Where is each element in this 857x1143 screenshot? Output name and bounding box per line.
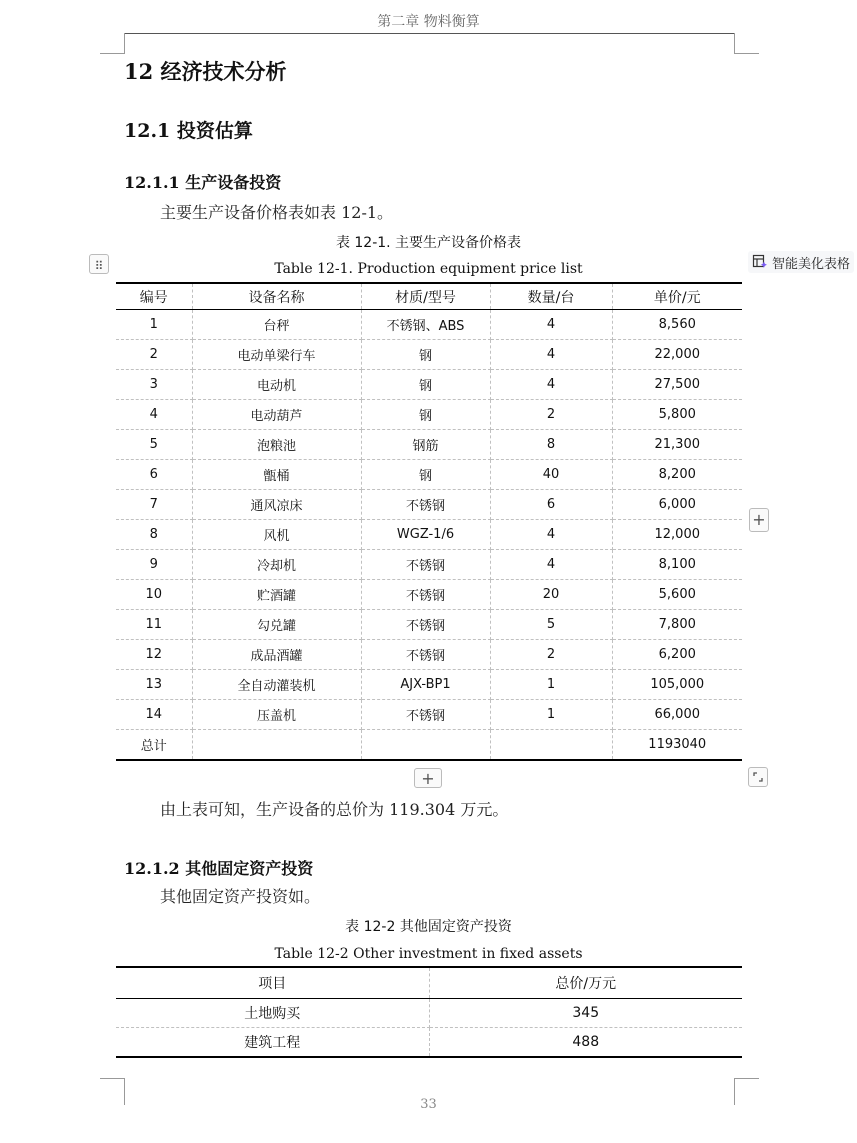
resize-corner-icon xyxy=(752,771,764,783)
table1-caption-cn: 表 12-1. 主要生产设备价格表 xyxy=(335,235,522,251)
fixed-assets-table xyxy=(116,966,742,1058)
column-header: 编号 xyxy=(116,283,192,310)
table-cell: 7 xyxy=(116,490,192,520)
add-column-button[interactable] xyxy=(749,508,769,532)
table-row xyxy=(116,580,742,610)
intro-paragraph-equipment: 主要生产设备价格表如表 12-1。 xyxy=(160,203,394,222)
table-cell: 40 xyxy=(490,460,612,490)
table-cell: 总计 xyxy=(116,730,192,761)
table-cell: 7,800 xyxy=(612,610,742,640)
plus-icon: + xyxy=(421,769,435,788)
table-beautify-icon xyxy=(752,254,768,270)
section-heading: 12.1 投资估算 xyxy=(124,120,253,142)
beautify-table-button[interactable] xyxy=(748,251,854,273)
table-cell: 8 xyxy=(116,520,192,550)
table-cell: 22,000 xyxy=(612,340,742,370)
table-cell: 6,000 xyxy=(612,490,742,520)
table-cell: 2 xyxy=(490,640,612,670)
equipment-conclusion-paragraph: 由上表可知，生产设备的总价为 119.304 万元。 xyxy=(160,800,509,819)
table-cell: 建筑工程 xyxy=(116,1028,429,1058)
table-cell: 4 xyxy=(490,370,612,400)
table-cell: 钢 xyxy=(361,400,490,430)
table-row xyxy=(116,460,742,490)
table-cell: 9 xyxy=(116,550,192,580)
table-cell: 4 xyxy=(490,340,612,370)
table-cell: 不锈钢、ABS xyxy=(361,310,490,340)
table-cell: 4 xyxy=(490,550,612,580)
table-cell: 105,000 xyxy=(612,670,742,700)
table-cell: 风机 xyxy=(192,520,361,550)
table-cell: 27,500 xyxy=(612,370,742,400)
table-total-row xyxy=(116,730,742,761)
table-cell: 全自动灌装机 xyxy=(192,670,361,700)
table-cell: 电动葫芦 xyxy=(192,400,361,430)
grid-dots-icon: ⠿ xyxy=(94,259,104,273)
table-cell: 6 xyxy=(116,460,192,490)
table-cell: 压盖机 xyxy=(192,700,361,730)
table-row xyxy=(116,490,742,520)
table-cell: 11 xyxy=(116,610,192,640)
table-cell: 2 xyxy=(490,400,612,430)
table-cell: 钢 xyxy=(361,340,490,370)
table-cell: 不锈钢 xyxy=(361,550,490,580)
table-cell: 1 xyxy=(490,670,612,700)
table-cell: 4 xyxy=(490,310,612,340)
table-cell: 不锈钢 xyxy=(361,640,490,670)
column-header: 单价/元 xyxy=(612,283,742,310)
table-cell: 12 xyxy=(116,640,192,670)
subsection-heading-fixed-assets: 12.1.2 其他固定资产投资 xyxy=(124,859,314,878)
table-cell: 电动机 xyxy=(192,370,361,400)
table-cell: 通风凉床 xyxy=(192,490,361,520)
table-cell: 20 xyxy=(490,580,612,610)
column-header: 总价/万元 xyxy=(429,967,742,999)
table-cell: 1193040 xyxy=(612,730,742,761)
table-cell: 钢 xyxy=(361,370,490,400)
table-row xyxy=(116,610,742,640)
column-header: 数量/台 xyxy=(490,283,612,310)
table-cell: 6,200 xyxy=(612,640,742,670)
table-cell: 钢 xyxy=(361,460,490,490)
equipment-price-table xyxy=(116,282,742,761)
table-resize-handle[interactable] xyxy=(748,767,768,787)
table-cell: 8,560 xyxy=(612,310,742,340)
table-cell: 成品酒罐 xyxy=(192,640,361,670)
table-cell: 勾兑罐 xyxy=(192,610,361,640)
table-cell: 488 xyxy=(429,1028,742,1058)
table-row xyxy=(116,640,742,670)
table-cell: 12,000 xyxy=(612,520,742,550)
table-cell: 66,000 xyxy=(612,700,742,730)
table-cell: 钢筋 xyxy=(361,430,490,460)
table-cell: 2 xyxy=(116,340,192,370)
table-cell: 21,300 xyxy=(612,430,742,460)
table-row xyxy=(116,550,742,580)
table-row xyxy=(116,670,742,700)
crop-mark-top-left xyxy=(100,33,125,54)
table-cell: 不锈钢 xyxy=(361,610,490,640)
header-rule xyxy=(124,33,734,34)
table-cell: 泡粮池 xyxy=(192,430,361,460)
column-header: 项目 xyxy=(116,967,429,999)
table-cell: AJX-BP1 xyxy=(361,670,490,700)
table-row xyxy=(116,520,742,550)
table2-caption-cn: 表 12-2 其他固定资产投资 xyxy=(345,919,512,935)
table-cell: 冷却机 xyxy=(192,550,361,580)
table-cell: 5 xyxy=(116,430,192,460)
table-cell: 1 xyxy=(116,310,192,340)
table-cell: 不锈钢 xyxy=(361,700,490,730)
table-cell: 5,600 xyxy=(612,580,742,610)
table-cell: WGZ-1/6 xyxy=(361,520,490,550)
table-cell: 4 xyxy=(116,400,192,430)
page-number: 33 xyxy=(420,1097,437,1112)
table-cell xyxy=(361,730,490,761)
table-cell: 5,800 xyxy=(612,400,742,430)
plus-icon: + xyxy=(752,510,766,529)
table1-caption-en: Table 12-1. Production equipment price list xyxy=(274,261,583,277)
table2-caption-en: Table 12-2 Other investment in fixed assets xyxy=(274,946,583,962)
subsection-heading-equipment: 12.1.1 生产设备投资 xyxy=(124,173,282,192)
table-row xyxy=(116,430,742,460)
table-cell: 8,200 xyxy=(612,460,742,490)
table-cell: 10 xyxy=(116,580,192,610)
table-cell: 6 xyxy=(490,490,612,520)
add-row-button[interactable] xyxy=(414,768,442,788)
table-cell: 345 xyxy=(429,999,742,1028)
table-cell: 1 xyxy=(490,700,612,730)
column-header: 设备名称 xyxy=(192,283,361,310)
table-cell xyxy=(192,730,361,761)
crop-mark-top-right xyxy=(734,33,759,54)
table-cell xyxy=(490,730,612,761)
table-cell: 3 xyxy=(116,370,192,400)
table-row xyxy=(116,310,742,340)
table-cell: 甑桶 xyxy=(192,460,361,490)
table-row xyxy=(116,700,742,730)
table-cell: 5 xyxy=(490,610,612,640)
table-row xyxy=(116,400,742,430)
table-cell: 台秤 xyxy=(192,310,361,340)
table-row xyxy=(116,999,742,1028)
page-header-title: 第二章 物料衡算 xyxy=(377,14,480,30)
chapter-heading: 12 经济技术分析 xyxy=(124,59,287,84)
intro-paragraph-fixed-assets: 其他固定资产投资如。 xyxy=(160,887,321,906)
table-cell: 土地购买 xyxy=(116,999,429,1028)
table-cell: 4 xyxy=(490,520,612,550)
table-cell: 电动单梁行车 xyxy=(192,340,361,370)
table-row xyxy=(116,1028,742,1058)
table-cell: 8 xyxy=(490,430,612,460)
table-row xyxy=(116,370,742,400)
table-cell: 不锈钢 xyxy=(361,580,490,610)
table-cell: 不锈钢 xyxy=(361,490,490,520)
table-row xyxy=(116,340,742,370)
table-header-row xyxy=(116,283,742,310)
beautify-table-label: 智能美化表格 xyxy=(772,256,851,272)
column-header: 材质/型号 xyxy=(361,283,490,310)
table-cell: 贮酒罐 xyxy=(192,580,361,610)
table-cell: 8,100 xyxy=(612,550,742,580)
table-cell: 13 xyxy=(116,670,192,700)
table-header-row xyxy=(116,967,742,999)
table-cell: 14 xyxy=(116,700,192,730)
table-drag-handle[interactable] xyxy=(89,254,109,274)
